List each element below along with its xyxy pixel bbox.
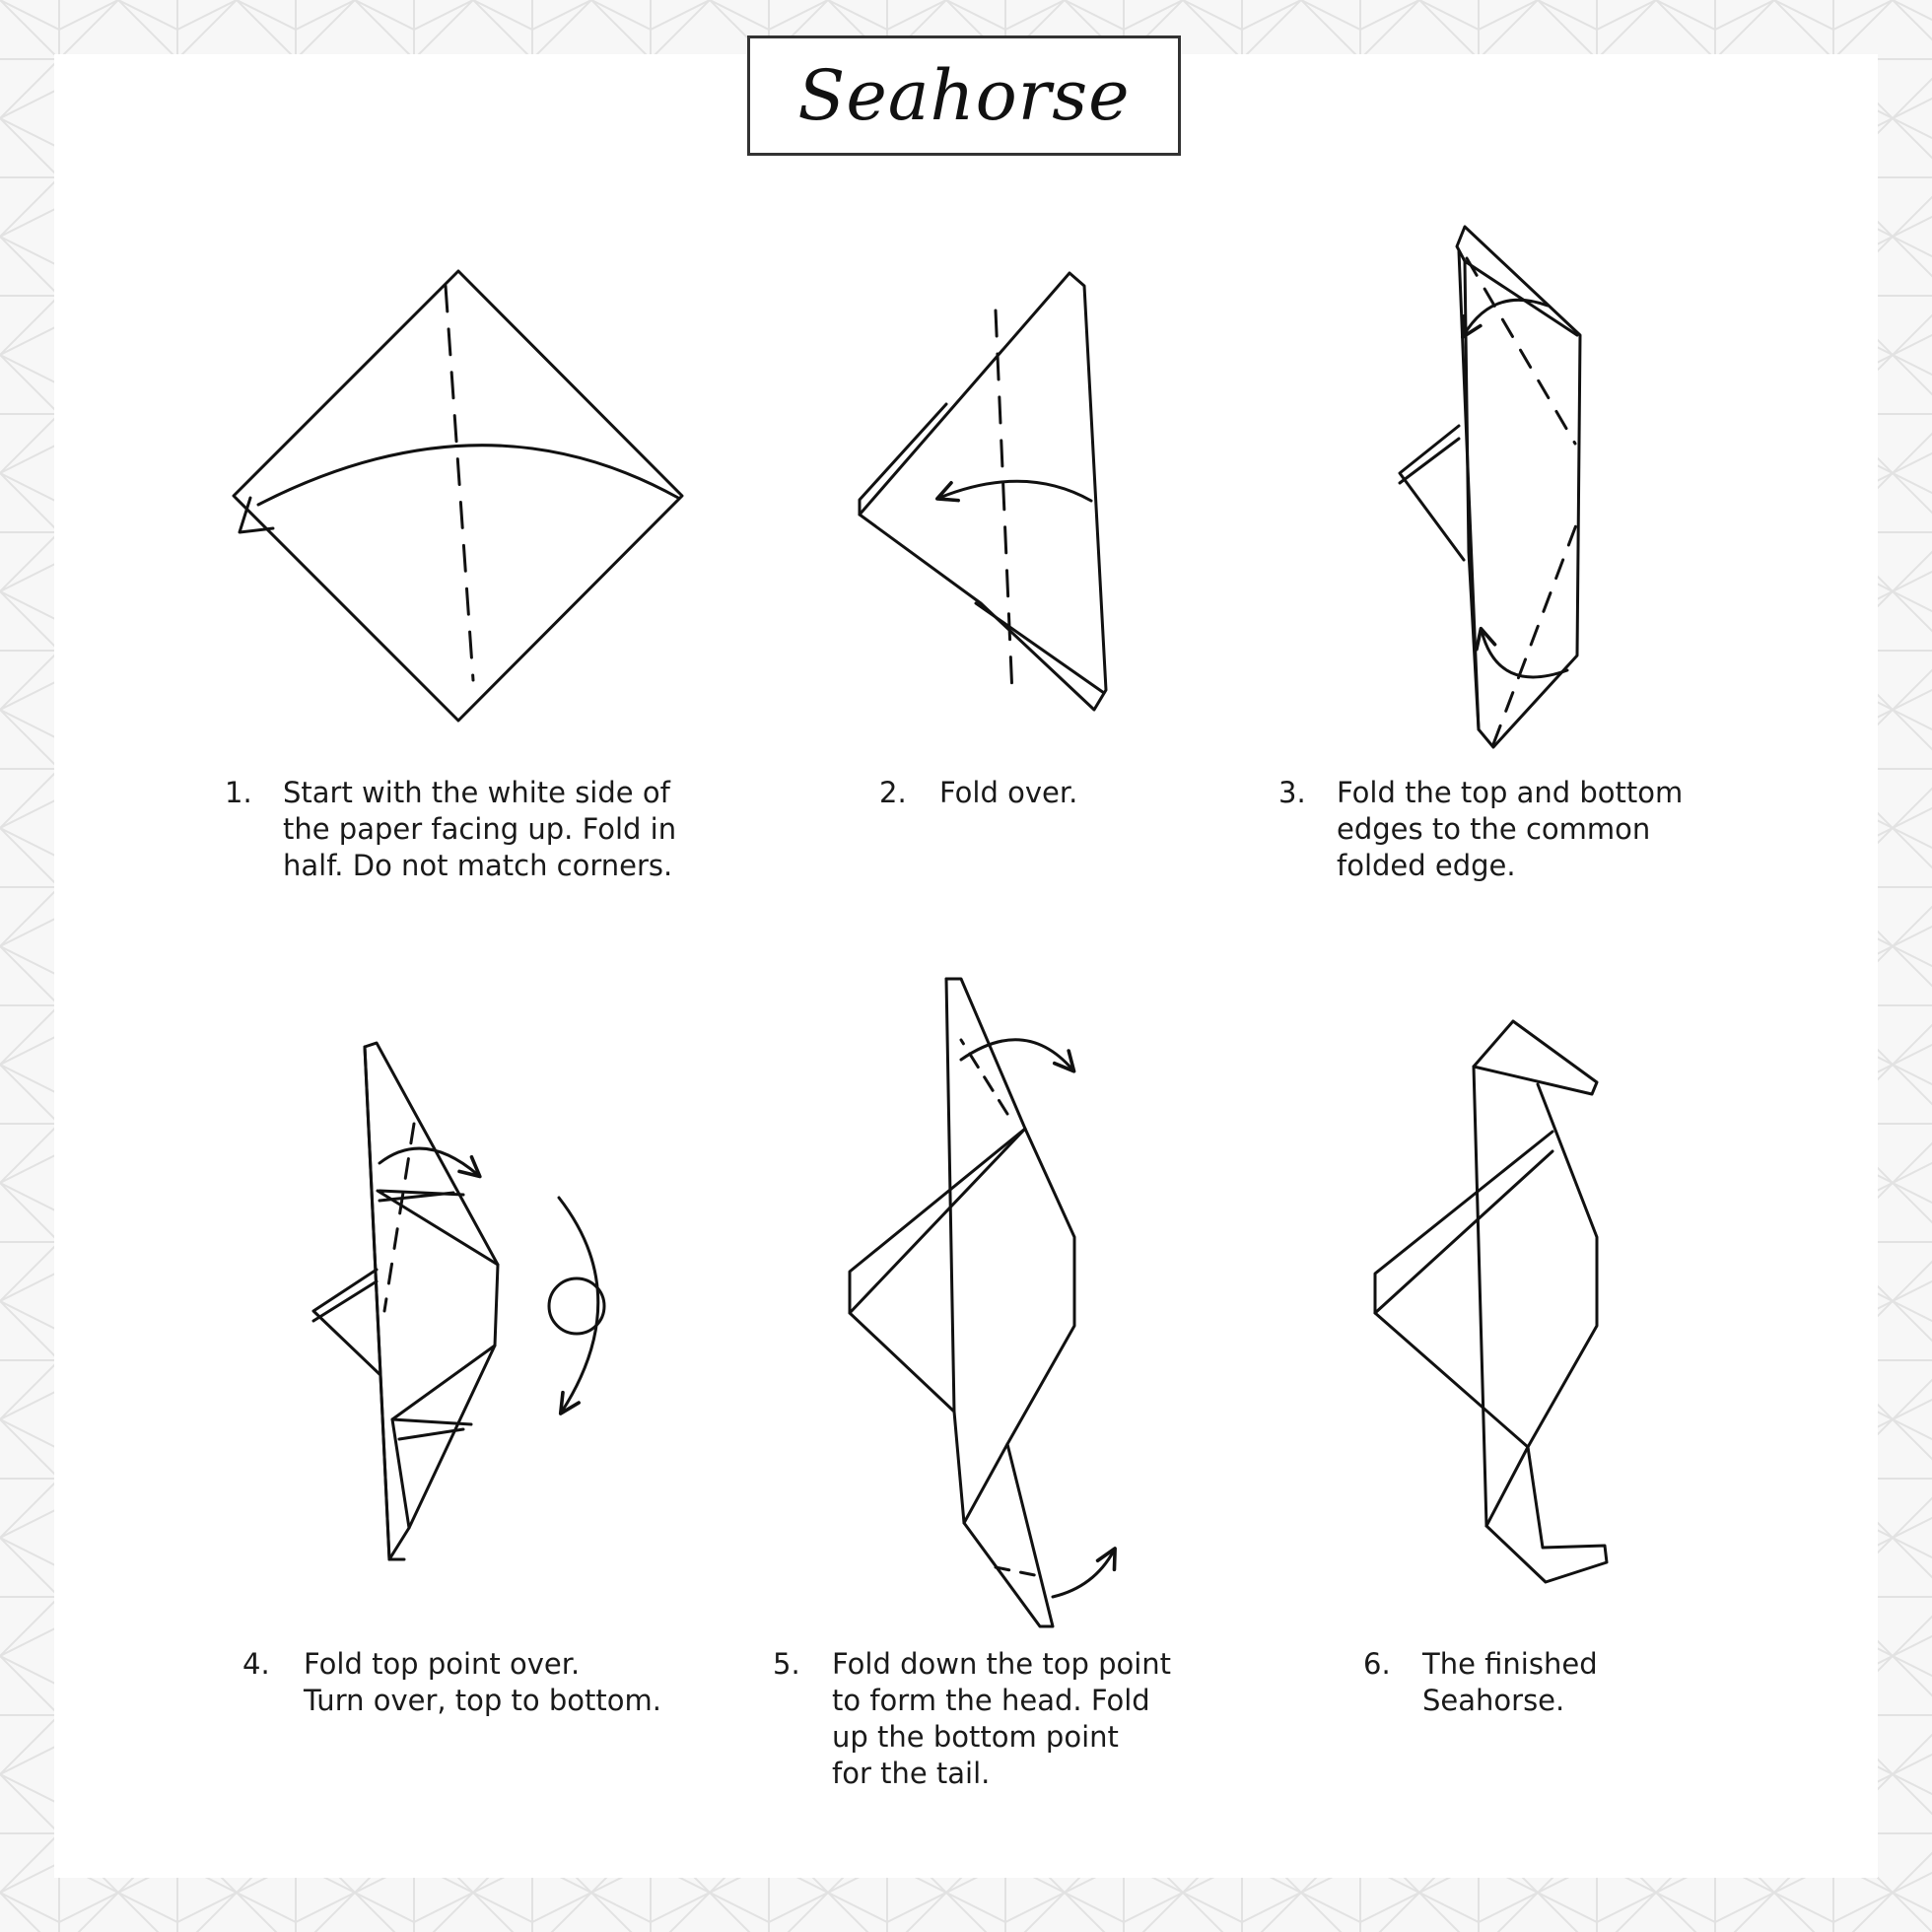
step-2-caption: [879, 775, 1136, 819]
step-1-text: Start with the white side of the paper facing up. Fold in half. Do not match corners.: [283, 776, 677, 882]
step-2-diagram: [860, 273, 1106, 710]
step-6-text: The finished Seahorse.: [1422, 1647, 1598, 1717]
step-5-caption: [773, 1646, 1207, 1799]
step-5-number: 5.: [773, 1647, 800, 1681]
step-4-diagram: [313, 1043, 604, 1559]
step-4-caption: [242, 1646, 706, 1725]
step-1-number: 1.: [225, 776, 252, 809]
step-6-caption: [1363, 1646, 1698, 1725]
step-6-diagram: [1375, 1021, 1607, 1582]
step-1-caption: [225, 775, 698, 888]
step-2-text: Fold over.: [939, 776, 1078, 809]
step-3-diagram: [1400, 227, 1580, 747]
step-4-number: 4.: [242, 1647, 270, 1681]
page-title: Seahorse: [797, 55, 1131, 136]
step-3-caption: [1278, 775, 1732, 888]
step-1-diagram: [234, 271, 682, 721]
step-6-number: 6.: [1363, 1647, 1391, 1681]
step-2-number: 2.: [879, 776, 907, 809]
step-5-text: Fold down the top point to form the head. Fold up the bottom point for the tail.: [832, 1647, 1172, 1790]
step-4-text: Fold top point over. Turn over, top to bottom.: [304, 1647, 661, 1717]
step-3-text: Fold the top and bottom edges to the common folded edge.: [1337, 776, 1684, 882]
step-3-number: 3.: [1278, 776, 1306, 809]
step-5-diagram: [850, 979, 1114, 1626]
